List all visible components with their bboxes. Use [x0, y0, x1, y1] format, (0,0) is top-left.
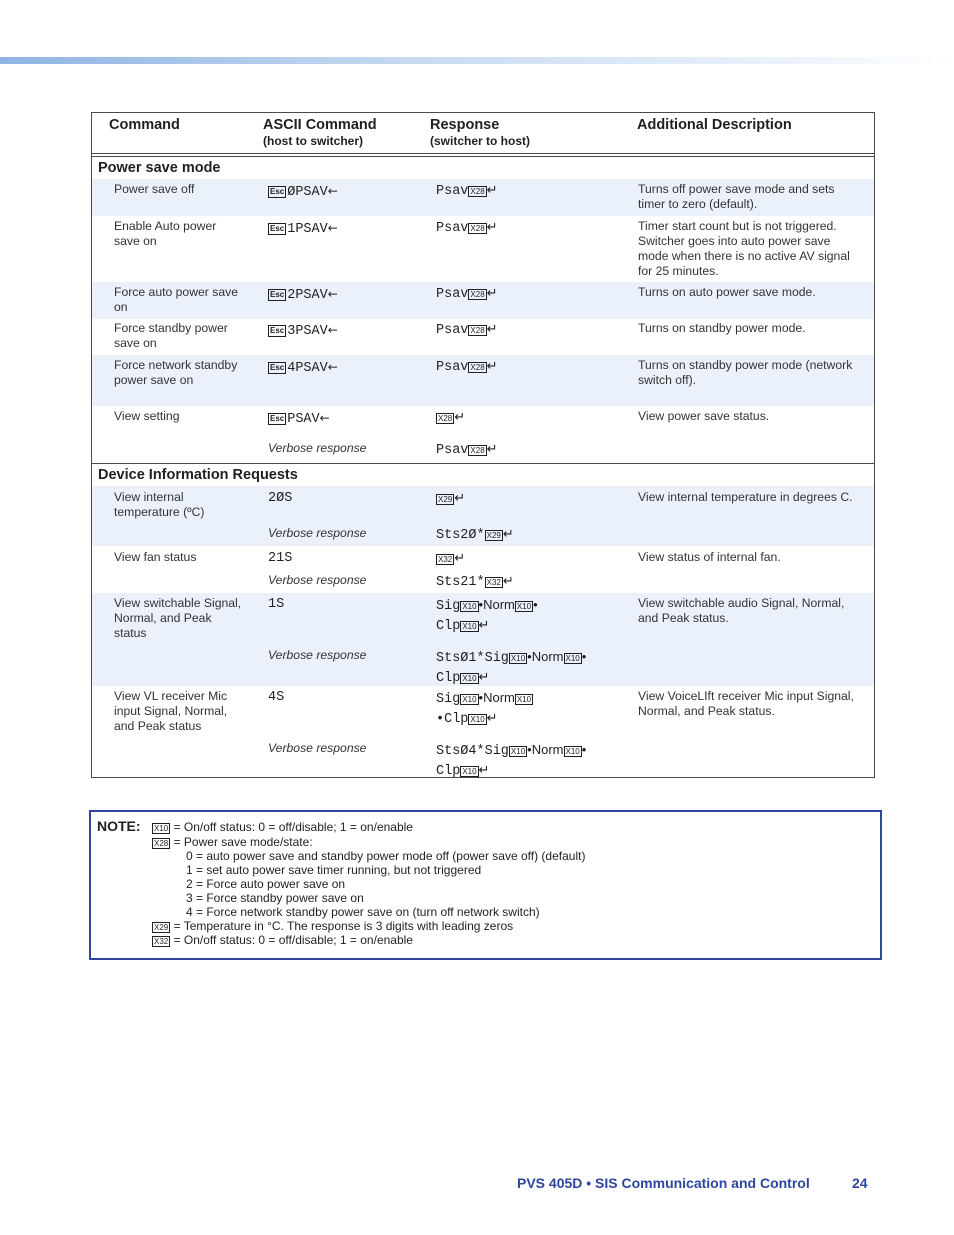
- header-command: Command: [109, 117, 180, 133]
- variable-box: X29: [486, 531, 501, 540]
- variable-box: X28: [438, 414, 453, 423]
- section-title-power-save: Power save mode: [98, 160, 221, 176]
- section-title-device-info: Device Information Requests: [98, 467, 298, 483]
- table-row: [92, 686, 874, 777]
- variable-box: X28: [470, 224, 485, 233]
- note-line-x10: X10 = On/off status: 0 = off/disable; 1 = on/enable: [154, 820, 413, 834]
- footer-title: PVS 405D • SIS Communication and Control: [517, 1175, 810, 1191]
- ascii-command: Esc 2PSAV←: [270, 287, 338, 303]
- variable-box: X28: [470, 290, 485, 299]
- header-divider: [92, 156, 874, 157]
- table-row: [92, 486, 874, 546]
- note-line-x29: X29 = Temperature in °C. The response is 3 digits with leading zeros: [154, 919, 514, 933]
- verbose-label: Verbose response: [268, 573, 367, 587]
- esc-key-icon: Esc: [270, 414, 285, 423]
- esc-key-icon: Esc: [270, 363, 285, 372]
- description: Turns on standby power mode (network switch off).: [638, 358, 853, 387]
- return-icon: ↵: [486, 322, 498, 337]
- command-name: View VL receiver Mic input Signal, Normal, and Peak status: [114, 689, 228, 733]
- verbose-response: Sts2Ø* X29 ↵: [436, 527, 514, 543]
- return-icon: ↵: [502, 527, 514, 542]
- note-option: 1 = set auto power save timer running, but not triggered: [186, 863, 482, 877]
- ascii-command: Esc 3PSAV←: [270, 323, 338, 339]
- command-name: Power save off: [114, 182, 195, 196]
- esc-key-icon: Esc: [270, 326, 285, 335]
- variable-box: X10: [565, 747, 580, 756]
- variable-box: X28: [470, 363, 485, 372]
- ascii-command: 2ØS: [268, 491, 293, 506]
- top-accent-bar: [0, 57, 954, 64]
- command-name: View switchable Signal, Normal, and Peak status: [114, 596, 242, 640]
- response: Psav X28 ↵: [436, 359, 498, 375]
- variable-box: X10: [462, 674, 477, 683]
- ascii-command: Esc ØPSAV←: [270, 184, 338, 200]
- verbose-label: Verbose response: [268, 648, 367, 662]
- table-row: [92, 355, 874, 406]
- table-row: [92, 593, 874, 686]
- enter-arrow-icon: ←: [327, 287, 338, 301]
- ascii-command: 1S: [268, 597, 285, 612]
- sis-command-table: [91, 112, 875, 778]
- variable-box: X10: [510, 747, 526, 756]
- note-option: 3 = Force standby power save on: [186, 891, 364, 905]
- ascii-command: Esc 1PSAV←: [270, 221, 338, 237]
- table-row: [92, 319, 874, 355]
- variable-box: X10: [462, 767, 477, 776]
- page-number: 24: [852, 1175, 868, 1191]
- verbose-response: Sts21* X32 ↵: [436, 574, 514, 590]
- variable-box: X29: [438, 495, 453, 504]
- return-icon: ↵: [486, 359, 498, 374]
- return-icon: ↵: [478, 670, 490, 685]
- verbose-response: StsØ4*Sig X10 •Norm X10 • Clp X10 ↵: [436, 742, 587, 779]
- description: View switchable audio Signal, Normal, and Peak status.: [638, 596, 845, 625]
- command-name: View fan status: [114, 550, 197, 564]
- return-icon: ↵: [454, 410, 466, 425]
- response: Psav X28 ↵: [436, 220, 498, 236]
- command-name: Enable Auto power save on: [114, 219, 217, 248]
- description: Timer start count but is not triggered. Switcher goes into auto power save mode when there is no active AV signal for 25 minutes.: [638, 219, 850, 278]
- return-icon: ↵: [454, 491, 466, 506]
- variable-box: X28: [470, 326, 485, 335]
- table-row: [92, 179, 874, 216]
- command-name: Force network standby power save on: [114, 358, 238, 387]
- ascii-command: 21S: [268, 551, 293, 566]
- esc-key-icon: Esc: [270, 224, 285, 233]
- note-line-x28: X28 = Power save mode/state:: [154, 835, 313, 849]
- response: Psav X28 ↵: [436, 322, 498, 338]
- description: View internal temperature in degrees C.: [638, 490, 853, 504]
- variable-box: X10: [516, 602, 532, 611]
- return-icon: ↵: [502, 574, 514, 589]
- variable-box: X10: [565, 654, 580, 663]
- command-name: Force standby power save on: [114, 321, 228, 350]
- variable-box: X10: [462, 602, 477, 611]
- esc-key-icon: Esc: [270, 290, 285, 299]
- header-ascii: ASCII Command (host to switcher): [263, 117, 377, 148]
- enter-arrow-icon: ←: [327, 360, 338, 374]
- table-row: [92, 216, 874, 282]
- response: [436, 489, 465, 509]
- return-icon: ↵: [478, 618, 490, 633]
- variable-box: X32: [154, 937, 169, 946]
- return-icon: ↵: [486, 183, 498, 198]
- variable-box: X10: [470, 715, 485, 724]
- response: [436, 408, 465, 428]
- table-row: [92, 546, 874, 593]
- description: View power save status.: [638, 409, 770, 423]
- table-row: [92, 406, 874, 464]
- variable-box: X32: [486, 578, 501, 587]
- note-box: [89, 810, 882, 960]
- enter-arrow-icon: ←: [327, 323, 338, 337]
- section-divider: [92, 463, 874, 464]
- verbose-response: Psav X28 ↵: [436, 442, 498, 458]
- note-line-x32: X32 = On/off status: 0 = off/disable; 1 = on/enable: [154, 933, 413, 947]
- return-icon: ↵: [486, 220, 498, 235]
- header-description: Additional Description: [637, 117, 792, 133]
- verbose-label: Verbose response: [268, 741, 367, 755]
- return-icon: ↵: [486, 442, 498, 457]
- response: Sig X10 •Norm X10 • Clp X10 ↵: [436, 597, 538, 634]
- return-icon: ↵: [486, 711, 498, 726]
- command-name: Force auto power save on: [114, 285, 238, 314]
- verbose-response: StsØ1*Sig X10 •Norm X10 • Clp X10 ↵: [436, 649, 587, 686]
- variable-box: X32: [438, 555, 453, 564]
- return-icon: ↵: [454, 551, 466, 566]
- note-option: 0 = auto power save and standby power mode off (power save off) (default): [186, 849, 586, 863]
- variable-box: X28: [154, 839, 169, 848]
- header-divider: [92, 153, 874, 154]
- verbose-label: Verbose response: [268, 441, 367, 455]
- command-name: View setting: [114, 409, 180, 423]
- note-label: NOTE:: [97, 818, 141, 834]
- table-header: [92, 113, 874, 155]
- description: Turns on auto power save mode.: [638, 285, 816, 299]
- ascii-command: 4S: [268, 690, 285, 705]
- return-icon: ↵: [478, 763, 490, 778]
- description: View status of internal fan.: [638, 550, 781, 564]
- response: Psav X28 ↵: [436, 286, 498, 302]
- variable-box: X28: [470, 446, 485, 455]
- response: [436, 549, 465, 569]
- description: View VoiceLIft receiver Mic input Signal, Normal, and Peak status.: [638, 689, 854, 718]
- description: Turns off power save mode and sets timer to zero (default).: [638, 182, 835, 211]
- header-response: Response (switcher to host): [430, 117, 531, 148]
- ascii-command: Esc 4PSAV←: [270, 360, 338, 376]
- enter-arrow-icon: ←: [319, 411, 330, 425]
- return-icon: ↵: [486, 286, 498, 301]
- variable-box: X10: [516, 695, 532, 704]
- variable-box: X10: [462, 622, 477, 631]
- enter-arrow-icon: ←: [327, 221, 338, 235]
- variable-box: X28: [470, 187, 485, 196]
- command-name: View internal temperature (ºC): [114, 490, 205, 519]
- variable-box: X10: [462, 695, 477, 704]
- variable-box: X10: [154, 824, 169, 833]
- ascii-command: Esc PSAV←: [270, 411, 330, 427]
- description: Turns on standby power mode.: [638, 321, 806, 335]
- verbose-label: Verbose response: [268, 526, 367, 540]
- variable-box: X29: [154, 923, 169, 932]
- table-row: [92, 282, 874, 319]
- esc-key-icon: Esc: [270, 187, 285, 196]
- enter-arrow-icon: ←: [327, 184, 338, 198]
- note-option: 4 = Force network standby power save on (turn off network switch): [186, 905, 540, 919]
- response: Psav X28 ↵: [436, 183, 498, 199]
- response: Sig X10 •Norm X10 •Clp X10 ↵: [436, 690, 532, 727]
- variable-box: X10: [510, 654, 526, 663]
- note-option: 2 = Force auto power save on: [186, 877, 346, 891]
